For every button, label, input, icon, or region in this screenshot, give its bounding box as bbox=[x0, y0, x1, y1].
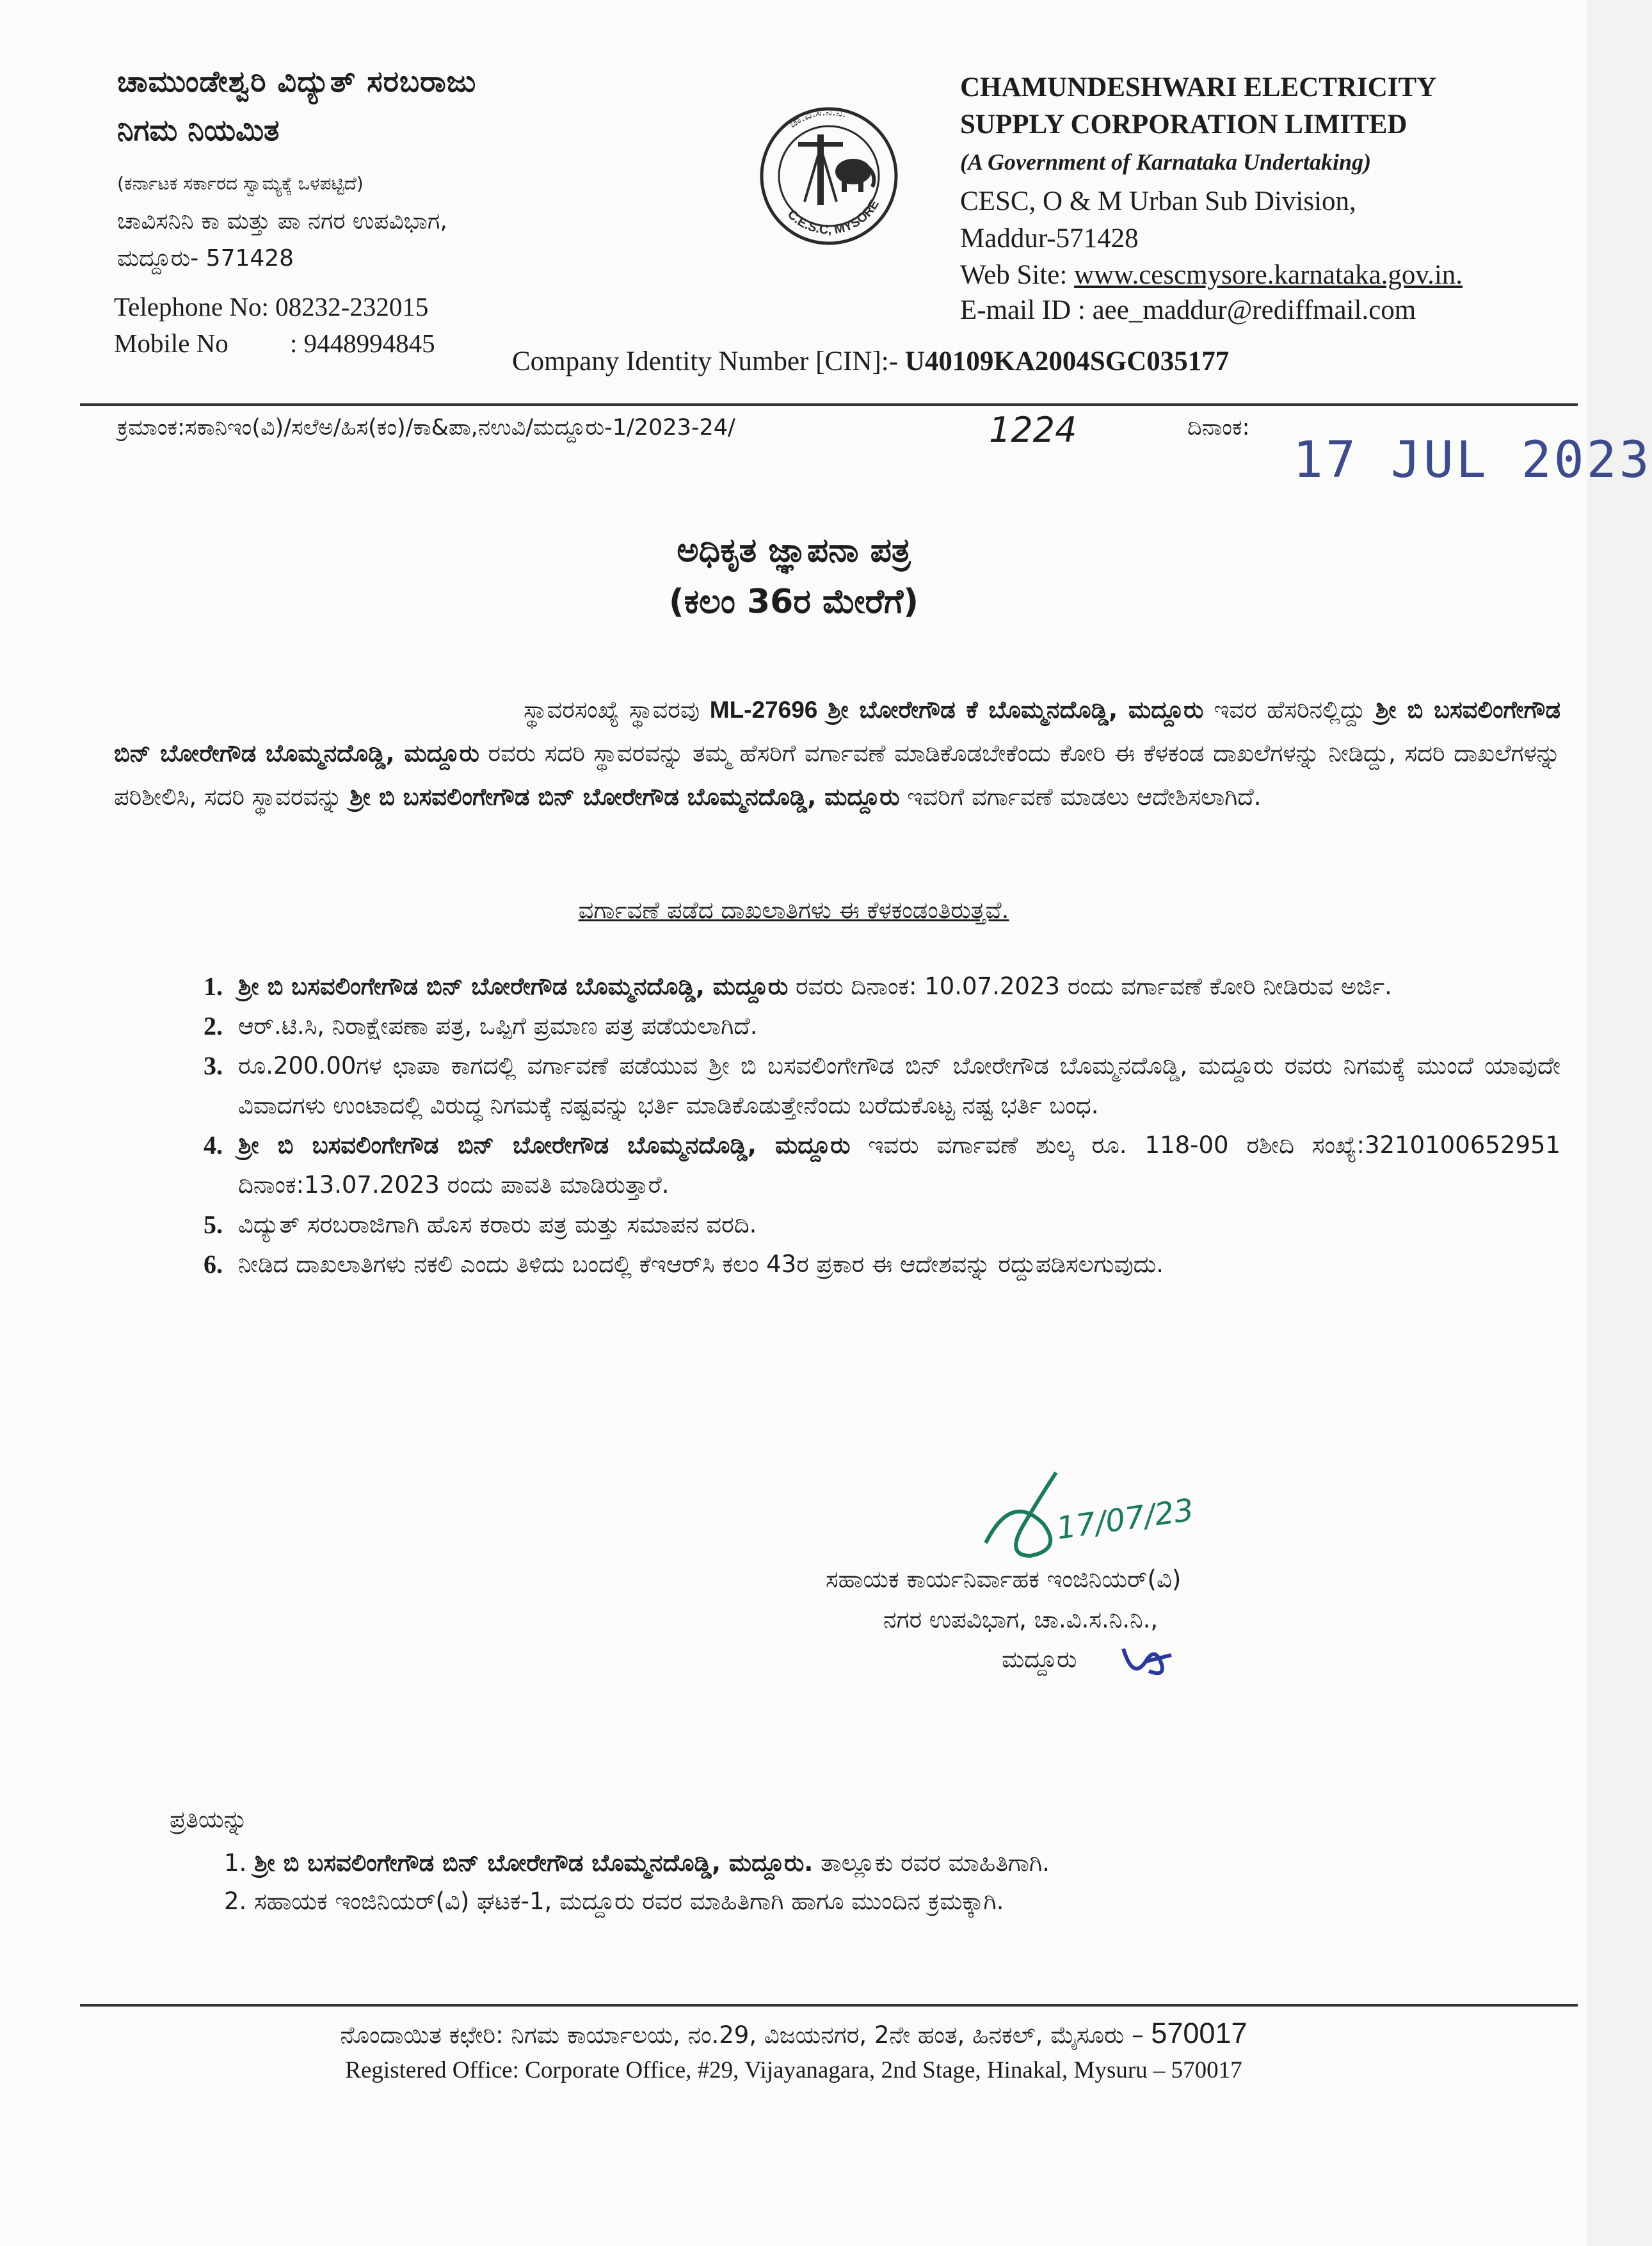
header-divider bbox=[80, 403, 1578, 406]
copy-to-heading: ಪ್ರತಿಯನ್ನು bbox=[170, 1806, 248, 1833]
footer-divider bbox=[80, 2004, 1578, 2007]
website-link[interactable]: www.cescmysore.karnataka.gov.in. bbox=[1074, 260, 1463, 290]
list-item bbox=[204, 1126, 1560, 1205]
cin-number: U40109KA2004SGC035177 bbox=[904, 346, 1230, 376]
list-number: 1. bbox=[224, 1849, 247, 1877]
list-number: 2. bbox=[204, 1012, 223, 1040]
footer-registered-office-english: Registered Office: Corporate Office, #29, Vijayanagara, 2nd Stage, Hinakal, Mysuru – 570017 bbox=[345, 2057, 1242, 2083]
list-item bbox=[204, 1046, 1560, 1126]
date-label: ದಿನಾಂಕ: bbox=[1187, 415, 1250, 440]
website-line bbox=[960, 259, 1463, 291]
list-item-text: ರವರು ದಿನಾಂಕ: 10.07.2023 ರಂದು ವರ್ಗಾವಣೆ ಕೋರಿ ನೀಡಿರುವ ಅರ್ಜಿ. bbox=[788, 973, 1392, 1000]
handwritten-initial bbox=[1117, 1639, 1175, 1684]
applicant-name-1: ಶ್ರೀ ಬಿ ಬಸವಲಿಂಗೇಗೌಡ ಬಿನ್ ಬೋರೇಗೌಡ ಬೊಮ್ಮನದೊಡ್ಡಿ, ಮದ್ದೂರು bbox=[114, 696, 1561, 767]
list-item-text: ಸಹಾಯಕ ಇಂಜಿನಿಯರ್(ವಿ) ಘಟಕ-1, ಮದ್ದೂರು ರವರ ಮಾಹಿತಿಗಾಗಿ ಹಾಗೂ ಮುಂದಿನ ಕ್ರಮಕ್ಕಾಗಿ. bbox=[254, 1887, 1004, 1915]
mobile-label: Mobile No bbox=[114, 328, 229, 358]
body-text-3: ಇವರ ಹೆಸರಿನಲ್ಲಿದ್ದು bbox=[1214, 696, 1366, 723]
footer-kannada-address: ನೊಂದಾಯಿತ ಕಛೇರಿ: ನಿಗಮ ಕಾರ್ಯಾಲಯ, ನಂ.29, ವಿಜಯನಗರ, 2ನೇ ಹಂತ, ಹಿನಕಲ್, ಮೈಸೂರು – bbox=[340, 2021, 1144, 2049]
documents-heading: ವರ್ಗಾವಣೆ ಪಡೆದ ದಾಖಲಾತಿಗಳು ಈ ಕೆಳಕಂಡಂತಿರುತ್ತವೆ. bbox=[578, 896, 1009, 924]
memo-title: ಅಧಿಕೃತ ಜ್ಞಾಪನಾ ಪತ್ರ bbox=[677, 531, 911, 570]
cesc-logo bbox=[746, 96, 912, 256]
city-kannada: ಮದ್ದೂರು- 571428 bbox=[117, 245, 294, 271]
signature-date: 17/07/23 bbox=[1054, 1492, 1196, 1547]
gov-undertaking-kannada: (ಕರ್ನಾಟಕ ಸರ್ಕಾರದ ಸ್ವಾಮ್ಯಕ್ಕೆ ಒಳಪಟ್ಟಿದೆ) bbox=[117, 173, 364, 194]
org-name-kannada-line1: ಚಾಮುಂಡೇಶ್ವರಿ ವಿದ್ಯುತ್ ಸರಬರಾಜು bbox=[117, 64, 477, 99]
list-item bbox=[204, 967, 1560, 1006]
list-number: 3. bbox=[204, 1051, 223, 1080]
list-item-text: ವಿದ್ಯುತ್ ಸರಬರಾಜಿಗಾಗಿ ಹೊಸ ಕರಾರು ಪತ್ರ ಮತ್ತು ಸಮಾಪನ ವರದಿ. bbox=[238, 1211, 757, 1238]
cin-label: Company Identity Number [CIN]:- bbox=[512, 346, 899, 376]
reference-number: ಕ್ರಮಾಂಕ:ಸಕಾನಿಇಂ(ವಿ)/ಸಲೆಅ/ಹಿಸ(ಕಂ)/ಕಾ&ಪಾ,ನಉವಿ/ಮದ್ದೂರು-1/2023-24/ bbox=[117, 415, 735, 440]
list-item-bold: ಶ್ರೀ ಬಿ ಬಸವಲಿಂಗೇಗೌಡ ಬಿನ್ ಬೋರೇಗೌಡ ಬೊಮ್ಮನದೊಡ್ಡಿ, ಮದ್ದೂರು. bbox=[254, 1849, 814, 1877]
list-item-bold: ಶ್ರೀ ಬಿ ಬಸವಲಿಂಗೇಗೌಡ ಬಿನ್ ಬೋರೇಗೌಡ ಬೊಮ್ಮನದೊಡ್ಡಿ, ಮದ್ದೂರು bbox=[238, 1131, 851, 1159]
applicant-name-2: ಶ್ರೀ ಬಿ ಬಸವಲಿಂಗೇಗೌಡ ಬಿನ್ ಬೋರೇಗೌಡ ಬೊಮ್ಮನದೊಡ್ಡಿ, ಮದ್ದೂರು bbox=[349, 783, 900, 811]
signatory-designation: ಸಹಾಯಕ ಕಾರ್ಯನಿರ್ವಾಹಕ ಇಂಜಿನಿಯರ್(ವಿ) bbox=[826, 1565, 1182, 1593]
list-item bbox=[204, 1006, 1560, 1046]
list-number: 5. bbox=[204, 1210, 223, 1239]
list-item-text: ರೂ.200.00ಗಳ ಛಾಪಾ ಕಾಗದಲ್ಲಿ ವರ್ಗಾವಣೆ ಪಡೆಯುವ ಶ್ರೀ ಬಿ ಬಸವಲಿಂಗೇಗೌಡ ಬಿನ್ ಬೋರೇಗೌಡ ಬೊಮ್ಮನದೊಡ್ಡಿ, ಮದ್ದೂರು ರವರು ನಿಗಮಕ್ಕೆ ಮುಂದೆ ಯಾವುದೇ ವಿವಾದಗಳು ಉಂಟಾದಲ್ಲಿ ವಿರುದ್ಧ ನಿಗಮಕ್ಕೆ ನಷ್ಟವನ್ನು ಭರ್ತಿ ಮಾಡಿಕೊಡುತ್ತೇನೆಂದು ಬರೆದುಕೊಟ್ಟ ನಷ್ಟ ಭರ್ತಿ ಬಂಧ. bbox=[238, 1052, 1560, 1119]
org-name-kannada-line2: ನಿಗಮ ನಿಯಮಿತ bbox=[117, 113, 280, 147]
list-item bbox=[204, 1245, 1560, 1284]
office-english: CESC, O & M Urban Sub Division, bbox=[960, 186, 1356, 216]
subdivision-kannada: ಚಾವಿಸನಿನಿ ಕಾ ಮತ್ತು ಪಾ ನಗರ ಉಪವಿಭಾಗ, bbox=[117, 208, 447, 234]
signatory-division: ನಗರ ಉಪವಿಭಾಗ, ಚಾ.ವಿ.ಸ.ನಿ.ನಿ., bbox=[883, 1606, 1159, 1633]
org-name-english-line2: SUPPLY CORPORATION LIMITED bbox=[960, 109, 1407, 140]
footer-pincode: 570017 bbox=[1151, 2017, 1247, 2049]
mobile-number: : 9448994845 bbox=[290, 328, 435, 358]
list-number: 4. bbox=[204, 1131, 223, 1159]
footer-registered-office-kannada bbox=[0, 2017, 1587, 2050]
copy-to-list bbox=[224, 1844, 1050, 1921]
website-label: Web Site: bbox=[960, 260, 1068, 290]
mobile-line bbox=[114, 328, 435, 359]
list-item bbox=[224, 1844, 1050, 1882]
body-text-1: ಸ್ಥಾವರಸಂಖ್ಯೆ ಸ್ಥಾವರವು bbox=[524, 696, 700, 723]
list-number: 6. bbox=[204, 1250, 223, 1279]
signatory-place: ಮದ್ದೂರು bbox=[1002, 1645, 1077, 1673]
telephone-label: Telephone No: bbox=[114, 292, 269, 321]
list-number: 2. bbox=[224, 1887, 247, 1915]
town-english: Maddur-571428 bbox=[960, 223, 1139, 254]
memo-subtitle: (ಕಲಂ 36ರ ಮೇರೆಗೆ) bbox=[668, 583, 919, 621]
list-item-text: ನೀಡಿದ ದಾಖಲಾತಿಗಳು ನಕಲಿ ಎಂದು ತಿಳಿದು ಬಂದಲ್ಲಿ ಕೆಇಆರ್‌ಸಿ ಕಲಂ 43ರ ಪ್ರಕಾರ ಈ ಆದೇಶವನ್ನು ರದ್ದುಪಡಿಸಲಗುವುದು. bbox=[238, 1250, 1164, 1278]
email-line bbox=[960, 295, 1416, 326]
list-item-text: ಆರ್.ಟಿ.ಸಿ, ನಿರಾಕ್ಷೇಪಣಾ ಪತ್ರ, ಒಪ್ಪಿಗೆ ಪ್ರಮಾಣ ಪತ್ರ ಪಡೆಯಲಾಗಿದೆ. bbox=[238, 1012, 758, 1040]
list-item bbox=[224, 1882, 1050, 1921]
list-item bbox=[204, 1205, 1560, 1245]
list-item-text: ತಾಲ್ಲೂಕು ರವರ ಮಾಹಿತಿಗಾಗಿ. bbox=[813, 1849, 1050, 1877]
list-item-bold: ಶ್ರೀ ಬಿ ಬಸವಲಿಂಗೇಗೌಡ ಬಿನ್ ಬೋರೇಗೌಡ ಬೊಮ್ಮನದೊಡ್ಡಿ, ಮದ್ದೂರು bbox=[238, 973, 789, 1000]
installation-id: ML-27696 bbox=[709, 697, 818, 723]
handwritten-reference-number: 1224 bbox=[989, 410, 1077, 450]
list-item-text: ಇವರು ವರ್ಗಾವಣೆ ಶುಲ್ಕ ರೂ. 118-00 ರಶೀದಿ ಸಂಖ್ಯೆ:3210100652951 ದಿನಾಂಕ:13.07.2023 ರಂದು ಪಾವತಿ ಮಾಡಿರುತ್ತಾರೆ. bbox=[238, 1131, 1560, 1199]
cin-line bbox=[512, 346, 1229, 377]
gov-undertaking-english: (A Government of Karnataka Undertaking) bbox=[960, 149, 1372, 175]
email-address[interactable]: aee_maddur@rediffmail.com bbox=[1092, 295, 1416, 325]
current-owner: ಶ್ರೀ ಬೋರೇಗೌಡ ಕೆ ಬೊಮ್ಮನದೊಡ್ಡಿ, ಮದ್ದೂರು bbox=[828, 696, 1204, 723]
documents-list bbox=[204, 967, 1560, 1284]
list-number: 1. bbox=[204, 972, 223, 1001]
telephone-number: 08232-232015 bbox=[275, 292, 429, 321]
logo-top-text: ಚಾ.ವಿ.ಸ.ನಿ.ನಿ. bbox=[786, 104, 849, 131]
body-text-7: ಇವರಿಗೆ ವರ್ಗಾವಣೆ ಮಾಡಲು ಆದೇಶಿಸಲಾಗಿದೆ. bbox=[907, 783, 1262, 811]
body-text-5: ರವರು ಸದರಿ ಸ್ಥಾವರವನ್ನು ತಮ್ಮ ಹೆಸರಿಗೆ ವರ್ಗಾವಣೆ ಮಾಡಿಕೊಡಬೇಕೆಂದು ಕೋರಿ ಈ ಕೆಳಕಂಡ ದಾಖಲೆಗಳನ್ನು ನೀಡಿದ್ದು, ಸದರಿ ದಾಖಲೆಗಳನ್ನು ಪರಿಶೀಲಿಸಿ, ಸದರಿ ಸ್ಥಾವರವನ್ನು bbox=[114, 739, 1560, 811]
logo-bottom-text: C.E.S.C, MYSORE bbox=[784, 197, 882, 238]
org-name-english-line1: CHAMUNDESHWARI ELECTRICITY bbox=[960, 72, 1437, 102]
telephone-line bbox=[114, 291, 428, 322]
date-stamp: 17 JUL 2023 bbox=[1293, 432, 1652, 489]
body-paragraph bbox=[114, 688, 1560, 819]
email-label: E-mail ID : bbox=[960, 295, 1086, 325]
